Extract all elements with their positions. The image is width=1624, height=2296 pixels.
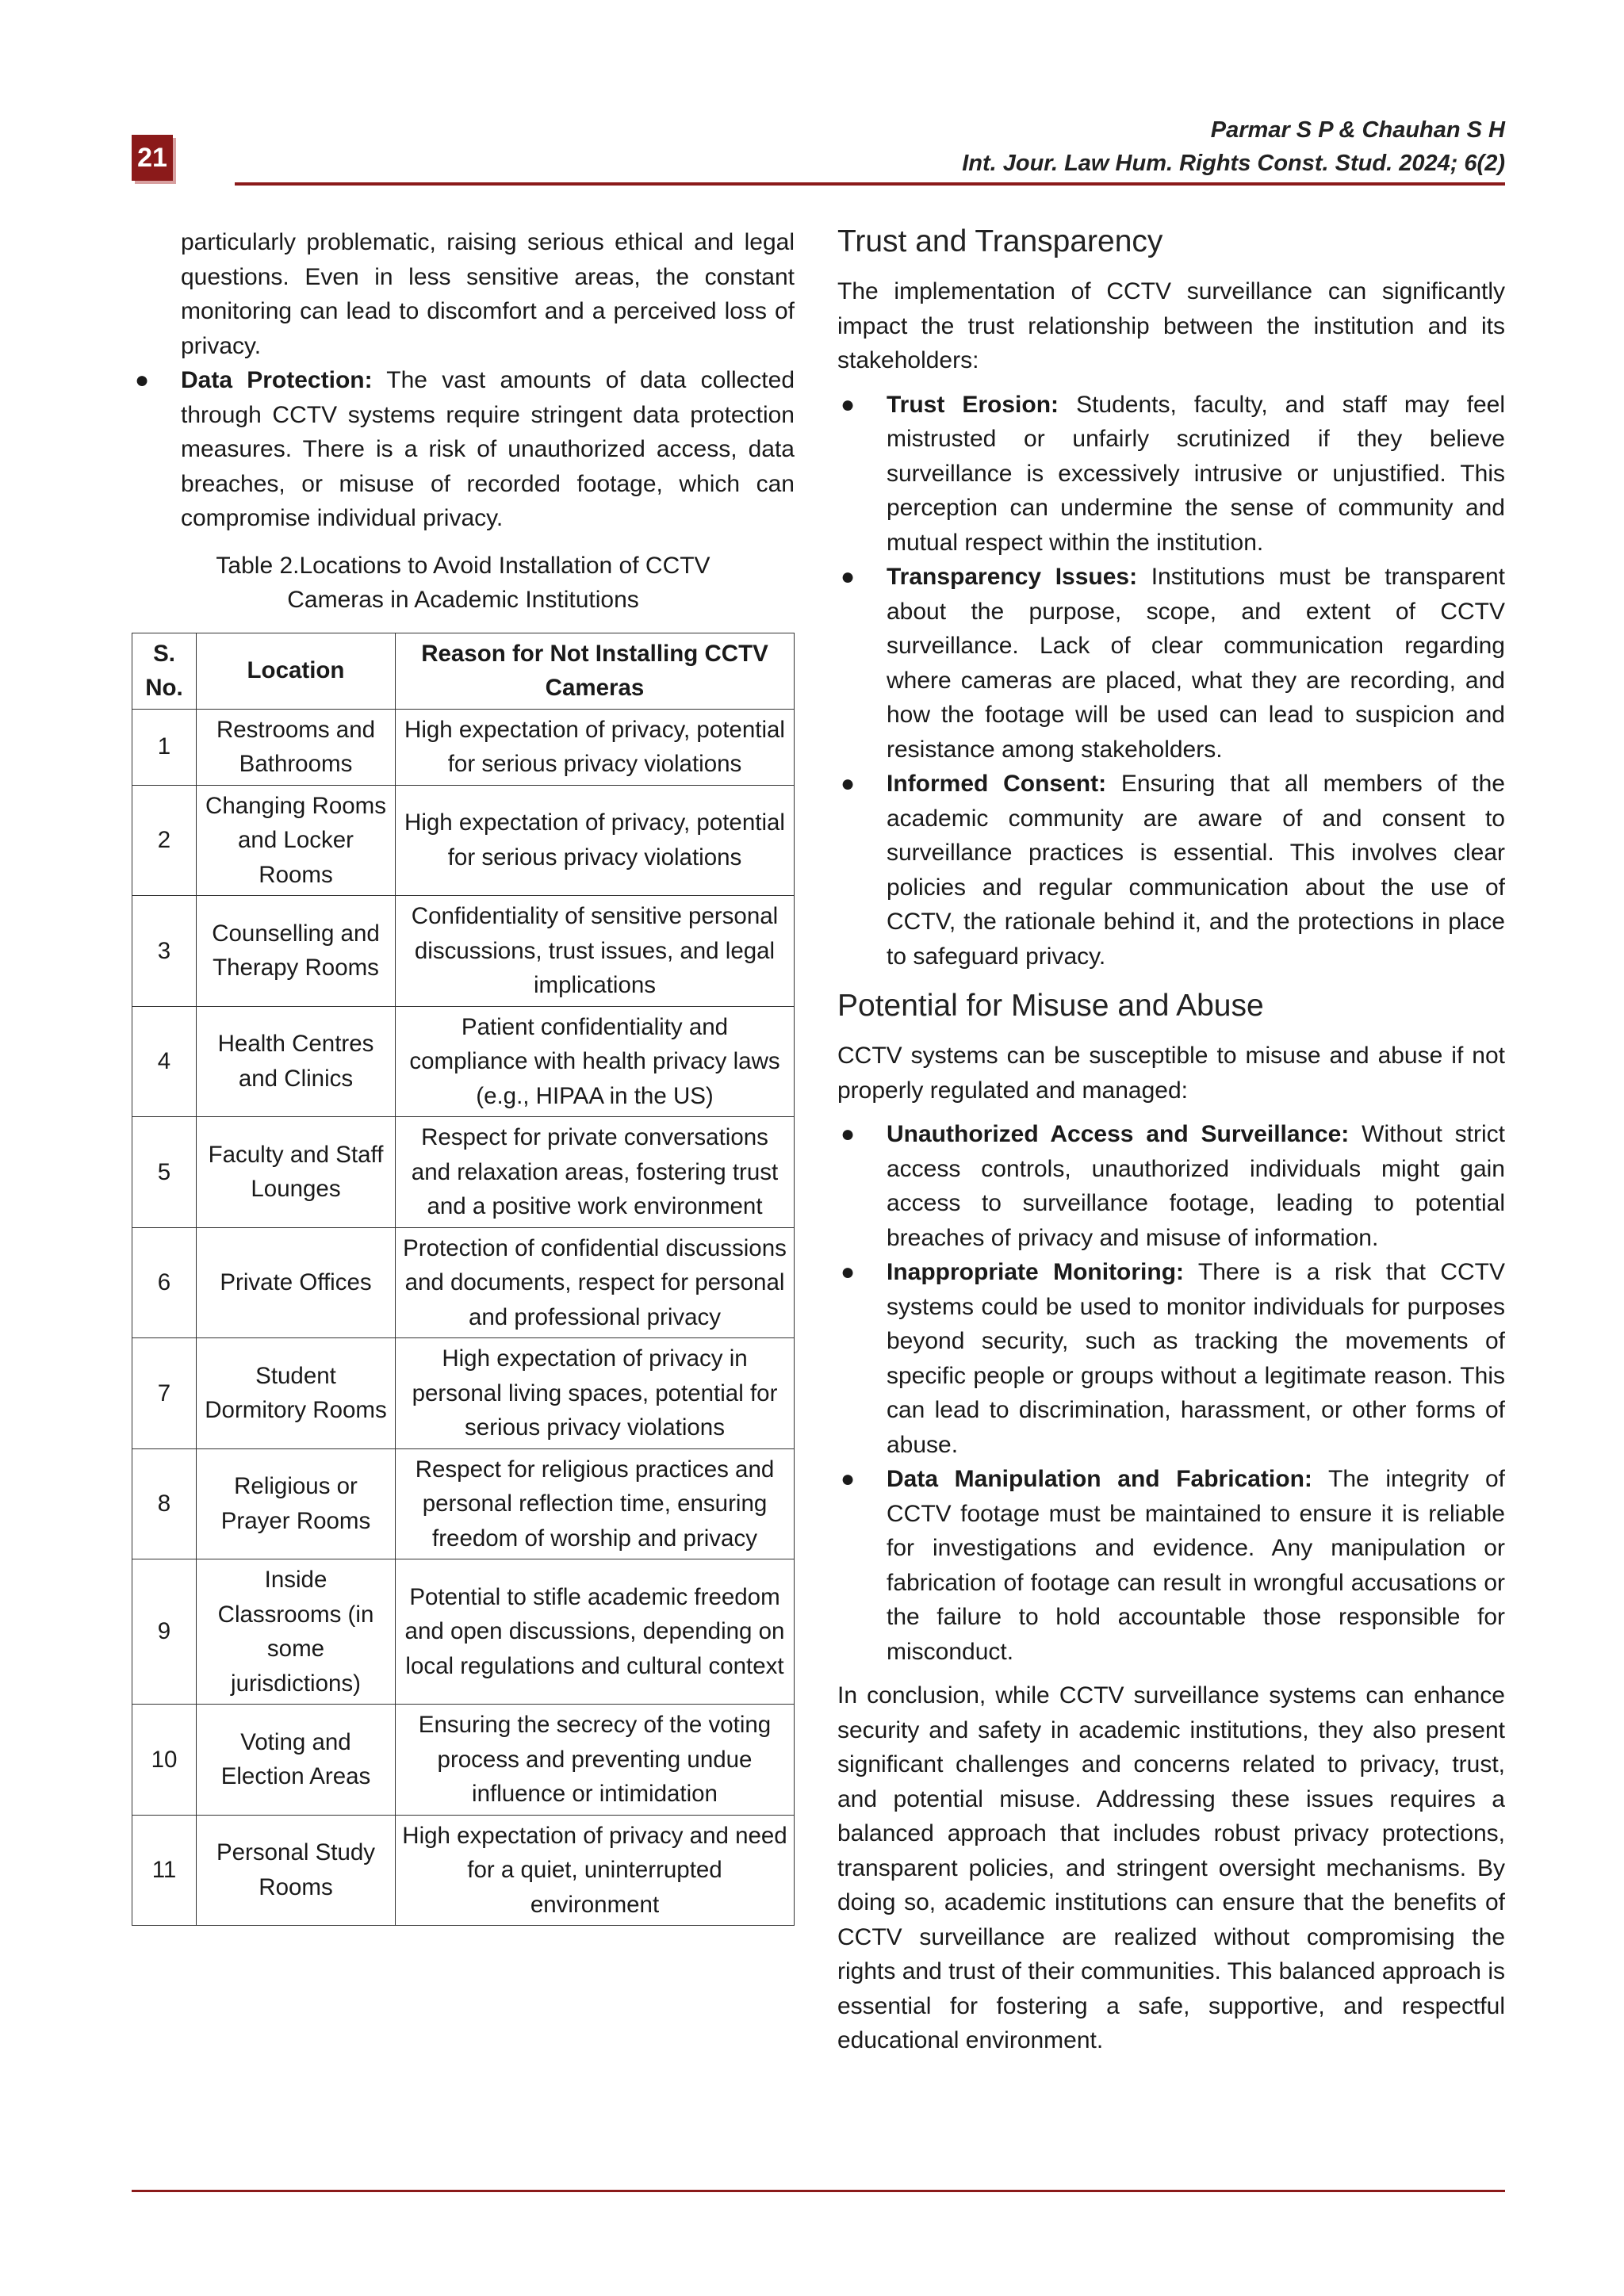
- cell-sno: 10: [132, 1705, 197, 1816]
- list-item: [837, 1117, 1505, 1255]
- cell-sno: 1: [132, 709, 197, 785]
- column-header-location: Location: [197, 633, 396, 709]
- trust-list: [837, 388, 1505, 974]
- section-heading-misuse: Potential for Misuse and Abuse: [837, 989, 1264, 1023]
- table-caption: [132, 549, 795, 617]
- trust-intro: The implementation of CCTV surveillance can significantly impact the trust relationship between the institution and its stakeholders:: [837, 278, 1505, 373]
- cell-sno: 5: [132, 1117, 197, 1228]
- cell-reason: Respect for private conversations and relaxation areas, fostering trust and a positive work environment: [396, 1117, 795, 1228]
- bullet-term: Trust Erosion:: [887, 391, 1059, 418]
- conclusion-paragraph: In conclusion, while CCTV surveillance systems can enhance security and safety in academic institutions, they also present significant challenges and concerns related to privacy, trust, and potential misuse. Addressing these issues requires a balanced approach that includes robust privacy protections, transparent policies, and stringent oversight mechanisms. By doing so, academic institutions can ensure that the benefits of CCTV surveillance are realized without compromising the rights and trust of their communities. This balanced approach is essential for fostering a safe, supportive, and respectful educational environment.: [837, 1682, 1505, 2053]
- bullet-term: Data Protection:: [181, 367, 373, 393]
- header-authors: Parmar S P & Chauhan S H: [1210, 117, 1505, 143]
- cell-sno: 7: [132, 1338, 197, 1449]
- bullet-text: Without strict access controls, unauthorized individuals might gain access to surveillance footage, leading to potential breaches of privacy and misuse of information.: [887, 1121, 1505, 1251]
- table-row: [132, 1006, 795, 1117]
- table-header-row: [132, 633, 795, 709]
- bullet-text: The integrity of CCTV footage must be maintained to ensure it is reliable for investigations and evidence. Any manipulation or fabrication of footage can result in wrongful accusations or the failure to hold accountable those responsible for misconduct.: [887, 1466, 1506, 1665]
- bullet-icon: ●: [841, 1121, 856, 1147]
- cell-reason: High expectation of privacy in personal living spaces, potential for serious privacy violations: [396, 1338, 795, 1449]
- table-row: [132, 1705, 795, 1816]
- left-column: [132, 225, 795, 1926]
- cell-sno: 4: [132, 1006, 197, 1117]
- cell-reason: High expectation of privacy and need for a quiet, uninterrupted environment: [396, 1815, 795, 1926]
- list-item: [837, 1255, 1505, 1462]
- table-row: [132, 785, 795, 896]
- cell-reason: High expectation of privacy, potential for serious privacy violations: [396, 709, 795, 785]
- bullet-text: Ensuring that all members of the academic community are aware of and consent to surveillance practices is essential. This involves clear policies and regular communication about the use of CCTV, the rationale behind it, and the protections in place to safeguard privacy.: [887, 771, 1505, 970]
- table-row: [132, 1815, 795, 1926]
- bullet-icon: ●: [841, 771, 856, 797]
- table-caption-line: Table 2.Locations to Avoid Installation of CCTV: [216, 552, 710, 579]
- cell-location: Student Dormitory Rooms: [197, 1338, 396, 1449]
- data-protection-list: [132, 363, 795, 536]
- table-row: [132, 1559, 795, 1705]
- cell-location: Faculty and Staff Lounges: [197, 1117, 396, 1228]
- list-item: [837, 767, 1505, 974]
- list-item: [132, 363, 795, 536]
- bullet-icon: ●: [135, 367, 150, 393]
- cell-sno: 2: [132, 785, 197, 896]
- header-rule: [235, 182, 1505, 186]
- bullet-text: Institutions must be transparent about the purpose, scope, and extent of CCTV surveillance. Lack of clear communication regarding where cameras are placed, what they are recording, and how the footage will be used can lead to suspicion and resistance among stakeholders.: [887, 564, 1505, 763]
- list-item: [837, 388, 1505, 561]
- cell-location: Restrooms and Bathrooms: [197, 709, 396, 785]
- cell-location: Personal Study Rooms: [197, 1815, 396, 1926]
- cell-reason: Confidentiality of sensitive personal discussions, trust issues, and legal implications: [396, 896, 795, 1007]
- bullet-icon: ●: [841, 1466, 856, 1492]
- cell-sno: 6: [132, 1227, 197, 1338]
- cell-location: Counselling and Therapy Rooms: [197, 896, 396, 1007]
- cell-reason: Respect for religious practices and personal reflection time, ensuring freedom of worship and privacy: [396, 1448, 795, 1559]
- list-item: [837, 560, 1505, 767]
- section-heading-trust: Trust and Transparency: [837, 224, 1163, 258]
- column-header-sno: S. No.: [132, 633, 197, 709]
- cell-location: Religious or Prayer Rooms: [197, 1448, 396, 1559]
- cell-sno: 9: [132, 1559, 197, 1705]
- bullet-text: Students, faculty, and staff may feel mistrusted or unfairly scrutinized if they believe surveillance is excessively intrusive or unjustified. This perception can undermine the sense of community and mutual respect within the institution.: [887, 391, 1505, 556]
- table-caption-line: Cameras in Academic Institutions: [287, 586, 639, 613]
- bullet-icon: ●: [841, 1259, 856, 1285]
- continued-paragraph: particularly problematic, raising serious ethical and legal questions. Even in less sensitive areas, the constant monitoring can lead to discomfort and a perceived loss of privacy.: [181, 229, 795, 359]
- cell-reason: Protection of confidential discussions and documents, respect for personal and professional privacy: [396, 1227, 795, 1338]
- bullet-term: Transparency Issues:: [887, 564, 1138, 590]
- cell-sno: 3: [132, 896, 197, 1007]
- list-item: [837, 1462, 1505, 1669]
- table-row: [132, 896, 795, 1007]
- cell-location: Voting and Election Areas: [197, 1705, 396, 1816]
- cell-location: Health Centres and Clinics: [197, 1006, 396, 1117]
- table-row: [132, 1338, 795, 1449]
- bullet-term: Data Manipulation and Fabrication:: [887, 1466, 1312, 1492]
- bullet-term: Inappropriate Monitoring:: [887, 1259, 1185, 1285]
- table-row: [132, 709, 795, 785]
- cell-location: Changing Rooms and Locker Rooms: [197, 785, 396, 896]
- cell-location: Inside Classrooms (in some jurisdictions): [197, 1559, 396, 1705]
- running-header: [962, 113, 1505, 180]
- bullet-text: There is a risk that CCTV systems could be used to monitor individuals for purposes beyond security, such as tracking the movements of specific people or groups without a legitimate reason. This can lead to discrimination, harassment, or other forms of abuse.: [887, 1259, 1506, 1458]
- table-row: [132, 1448, 795, 1559]
- table-row: [132, 1117, 795, 1228]
- bullet-icon: ●: [841, 564, 856, 590]
- table-row: [132, 1227, 795, 1338]
- bullet-term: Unauthorized Access and Surveillance:: [887, 1121, 1350, 1147]
- bullet-term: Informed Consent:: [887, 771, 1107, 797]
- right-column: [837, 222, 1505, 2058]
- cell-reason: Ensuring the secrecy of the voting process and preventing undue influence or intimidation: [396, 1705, 795, 1816]
- locations-table: [132, 633, 795, 1927]
- header-journal: Int. Jour. Law Hum. Rights Const. Stud. 2024; 6(2): [962, 151, 1505, 176]
- cell-reason: Patient confidentiality and compliance with health privacy laws (e.g., HIPAA in the US): [396, 1006, 795, 1117]
- footer-rule: [132, 2190, 1505, 2192]
- bullet-icon: ●: [841, 391, 856, 418]
- misuse-intro: CCTV systems can be susceptible to misuse and abuse if not properly regulated and managed:: [837, 1043, 1505, 1104]
- misuse-list: [837, 1117, 1505, 1669]
- bullet-text: The vast amounts of data collected through CCTV systems require stringent data protection measures. There is a risk of unauthorized access, data breaches, or misuse of recorded footage, which can compromise individual privacy.: [181, 367, 795, 531]
- cell-sno: 11: [132, 1815, 197, 1926]
- cell-sno: 8: [132, 1448, 197, 1559]
- column-header-reason: Reason for Not Installing CCTV Cameras: [396, 633, 795, 709]
- cell-reason: High expectation of privacy, potential for serious privacy violations: [396, 785, 795, 896]
- page-number: 21: [132, 135, 173, 181]
- cell-reason: Potential to stifle academic freedom and open discussions, depending on local regulations and cultural context: [396, 1559, 795, 1705]
- cell-location: Private Offices: [197, 1227, 396, 1338]
